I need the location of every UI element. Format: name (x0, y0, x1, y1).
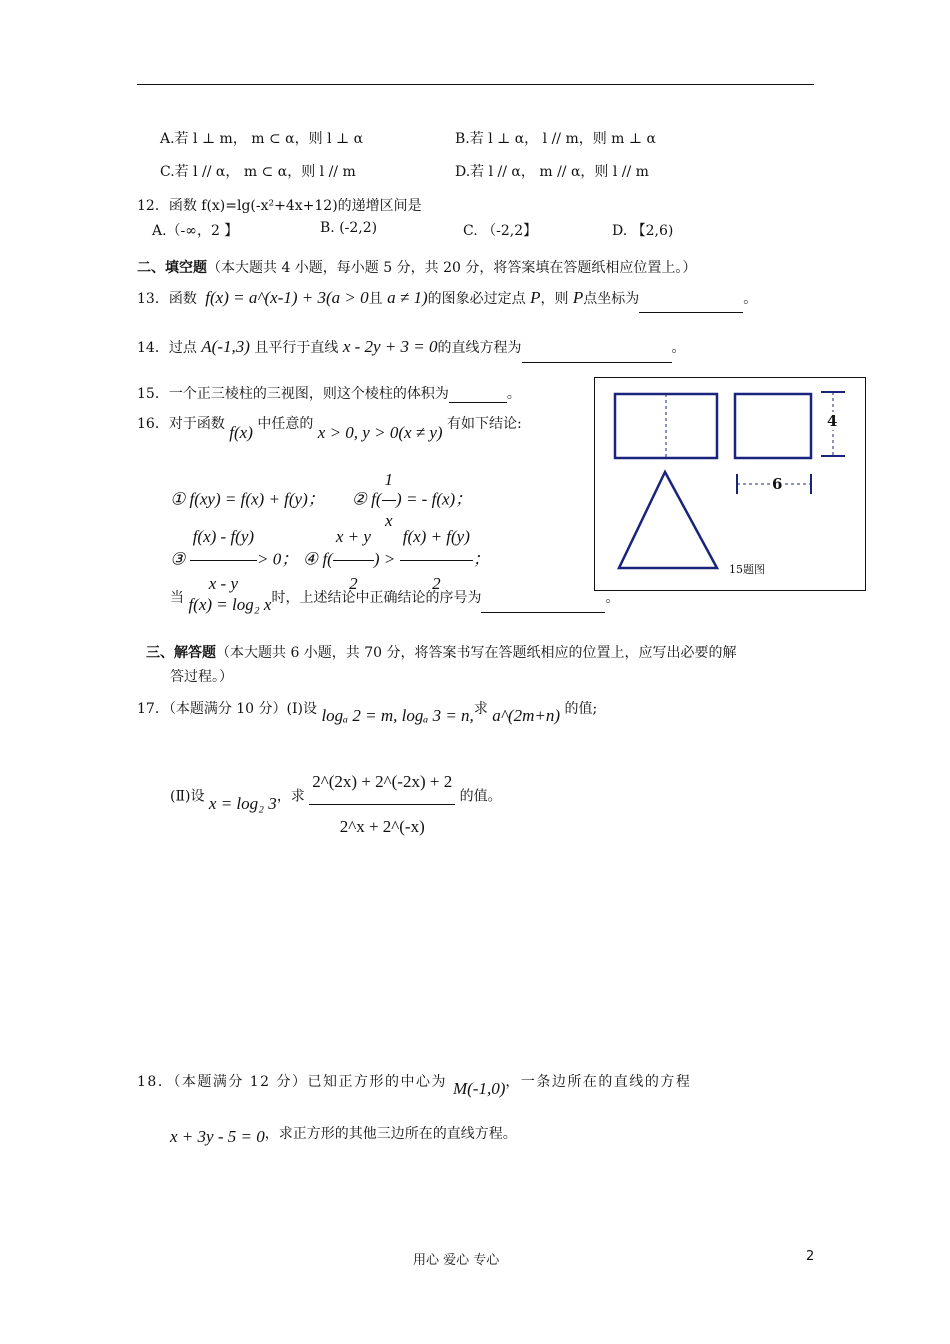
q18-line1-tail: ，一条边所在的直线的方程 (505, 1074, 692, 1090)
q16-when-tail: 时，上述结论中正确结论的序号为 (271, 590, 482, 606)
q13-end: 。 (743, 291, 758, 307)
q15-text: 15．一个正三棱柱的三视图，则这个棱柱的体积为 (137, 386, 449, 402)
footer-center: 用心 爱心 专心 (413, 1253, 500, 1268)
q13-condition: a ≠ 1) (387, 288, 428, 307)
q17-part1 (137, 693, 597, 724)
q14-number: 14．过点 (137, 340, 197, 356)
c3-num: f(x) - f(y) (190, 514, 257, 561)
q15-end: 。 (506, 386, 521, 402)
q16-number: 16．对于函数 (137, 416, 225, 432)
q16-when-line (170, 582, 619, 613)
section-3-heading (146, 642, 737, 662)
q16-conclusion-4-post: ； (472, 549, 490, 569)
q15-line (137, 383, 521, 403)
q16-end: 。 (605, 590, 620, 606)
q17-part2-tail: 的值。 (459, 788, 502, 805)
section-3-title: 三、解答题 (146, 645, 216, 661)
q14-line-eq: x - 2y + 3 = 0 (342, 337, 438, 356)
q11-option-a: A.若 l ⊥ m， m ⊂ α，则 l ⊥ α (160, 131, 364, 147)
q13-tail: 点坐标为 (583, 291, 640, 307)
q12-option-d: D. 【2,6) (612, 223, 674, 239)
q18-line1-text: 18．（本题满分 12 分）已知正方形的中心为 (137, 1074, 448, 1090)
header-rule (137, 84, 814, 85)
q16-conclusion-4-mid: ) > (373, 549, 396, 569)
q17-part2-x: x = log₂ 3 (208, 793, 277, 813)
q18-line2 (170, 1118, 517, 1149)
q14-line (137, 332, 686, 363)
q17-part2 (170, 752, 502, 841)
q17-part2-ask: ，求 (276, 788, 305, 805)
q16-condition: x > 0, y > 0(x ≠ y) (317, 423, 443, 442)
three-view-diagram (595, 378, 865, 590)
q16-conclusion-2-pre: ② f( (351, 489, 382, 509)
q13-and: 且 (368, 291, 383, 307)
dim-label-4: 4 (827, 412, 838, 430)
q16-conclusion-2-post: ) = - f(x)； (396, 489, 473, 509)
q11-option-b: B.若 l ⊥ α， l // m，则 m ⊥ α (455, 131, 656, 147)
q17-frac-den: 2^x + 2^(-x) (339, 817, 425, 836)
c4-num2: f(x) + f(y) (400, 514, 473, 561)
q16-conclusion-1: ① f(xy) = f(x) + f(y)； (170, 489, 325, 509)
q16-conclusion-3-pre: ③ (170, 549, 186, 569)
section-2-title: 二、填空题 (137, 260, 207, 276)
section-2-heading (137, 257, 696, 277)
q15-answer-blank[interactable] (449, 402, 507, 403)
q17-expr: a^(2m+n) (492, 706, 561, 725)
c4-num1: x + y (333, 514, 374, 561)
q12-stem: 12．函数 f(x)=lg(-x²+4x+12)的递增区间是 (137, 198, 422, 214)
q16-fx: f(x) (229, 423, 253, 442)
q14-end: 。 (671, 340, 686, 356)
q13-point-p2: P (572, 288, 584, 307)
q11-option-c: C.若 l // α， m ⊂ α，则 l // m (160, 164, 356, 180)
dim-label-6: 6 (772, 475, 783, 493)
q18-equation: x + 3y - 5 = 0 (170, 1127, 265, 1146)
q11-option-d: D.若 l // α， m // α，则 l // m (455, 164, 649, 180)
q16-line (137, 406, 522, 441)
q14-tail: 的直线方程为 (437, 340, 522, 356)
q18-line1 (137, 1066, 691, 1097)
c4-den2: 2 (432, 574, 441, 593)
q14-point: A(-1,3) (201, 337, 250, 356)
q13-answer-blank[interactable] (639, 312, 743, 313)
section-3-desc2: 答过程。） (170, 669, 233, 685)
q14-mid: 且平行于直线 (254, 340, 339, 356)
q17-frac-num: 2^(2x) + 2^(-2x) + 2 (309, 760, 455, 805)
top-view-triangle (619, 472, 717, 568)
q18-line2-tail: ，求正方形的其他三边所在的直线方程。 (264, 1126, 517, 1142)
q17-ask: 求 (473, 701, 488, 717)
q13-number: 13．函数 (137, 291, 197, 307)
q13-point-p: P (530, 288, 541, 307)
q17-tail: 的值; (564, 701, 598, 717)
section-2-desc: （本大题共 4 小题，每小题 5 分，共 20 分，将答案填在答题纸相应位置上。） (207, 260, 697, 276)
page-number: 2 (806, 1249, 815, 1264)
side-view-rect (735, 394, 811, 458)
q13-formula: f(x) = a^(x-1) + 3(a > 0 (205, 288, 369, 307)
c4-den1: 2 (349, 574, 358, 593)
q15-figure (594, 377, 866, 591)
q13-then: ，则 (540, 291, 569, 307)
q12-option-c: C. （-2,2】 (463, 223, 538, 239)
q16-conclusion-4-f: f( (322, 549, 333, 569)
q13-line (137, 284, 757, 313)
q18-center: M(-1,0) (452, 1079, 506, 1098)
q17-part2-frac (309, 760, 455, 849)
q13-mid: 的图象必过定点 (427, 291, 526, 307)
q16-answer-blank[interactable] (481, 612, 605, 613)
q16-when-formula: f(x) = log₂ x (188, 595, 272, 614)
q16-conclusion-4-pre: ④ (302, 549, 318, 569)
q16-tail: 有如下结论: (447, 416, 522, 432)
c2-num: 1 (382, 460, 397, 501)
q17-part2-label: (Ⅱ)设 (170, 788, 205, 805)
q14-answer-blank[interactable] (522, 362, 672, 363)
c2-den: x (385, 511, 393, 530)
c3-den: x - y (208, 574, 238, 593)
q16-mid: 中任意的 (257, 416, 314, 432)
q12-option-a: A.（-∞，2 】 (152, 223, 239, 239)
q16-when: 当 (170, 590, 184, 606)
section-3-desc1: （本大题共 6 小题，共 70 分，将答案书写在答题纸相应的位置上，应写出必要的解 (216, 645, 737, 661)
q12-option-b: B. (-2,2) (320, 220, 378, 236)
q17-number: 17．（本题满分 10 分）(Ⅰ)设 (137, 701, 317, 717)
q17-given: logₐ 2 = m, logₐ 3 = n, (321, 706, 474, 725)
figure-caption: 15题图 (729, 563, 765, 576)
q16-conclusion-3-post: > 0； (257, 549, 299, 569)
